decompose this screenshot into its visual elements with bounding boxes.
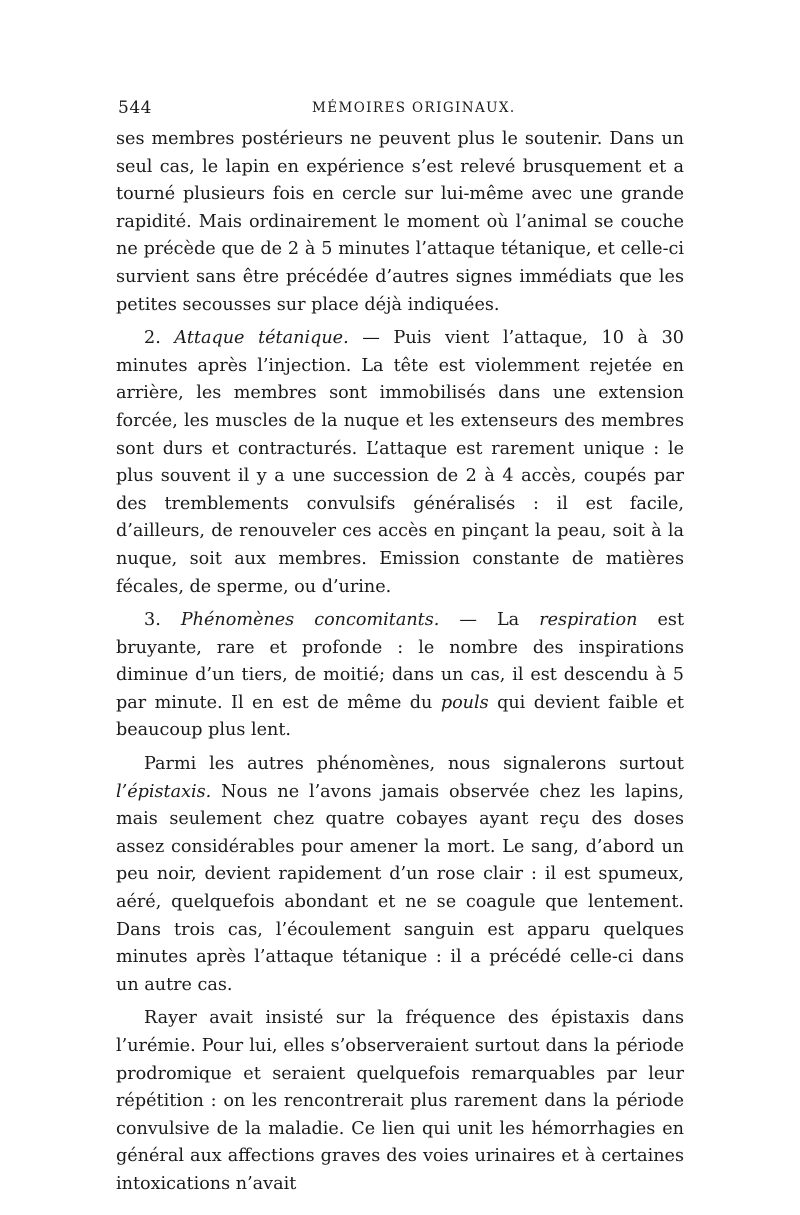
paragraph-rayer [116,1005,684,1198]
italic-term-epistaxis: l’épistaxis. [116,781,212,802]
paragraph-lead: Parmi les autres phénomènes, nous signalerons surtout [144,754,684,775]
paragraph-text: qui devient faible et beaucoup plus lent. [116,692,685,741]
page-number: 544 [118,98,152,118]
section-heading: Phénomènes concomitants. [180,610,440,631]
page-header [116,98,684,126]
paragraph-text: Rayer avait insisté sur la fréquence des épistaxis dans l’urémie. Pour lui, elles s’observeraient surtout dans la période prodromique et seraient quelquefois remarquables par leur répétition : on les rencontrerait plus rarement dans la période convulsive de la maladie. Ce lien qui unit les hémorrhagies en général aux affections graves des voies urinaires et à certaines intoxications n’avait [116,1008,684,1194]
italic-term-pouls: pouls [440,692,489,713]
paragraph-text: Nous ne l’avons jamais observée chez les lapins, mais seulement chez quatre cobayes ayant reçu des doses assez considérables pour amener la mort. Le sang, d’abord un peu noir, devient rapidement d’un rose clair : il est spumeux, aéré, quelquefois abondant et ne se coagule que lentement. Dans trois cas, l’écoulement sanguin est apparu quelques minutes après l’attaque tétanique : il a précédé celle-ci dans un autre cas. [116,781,685,995]
heading-dash: — La [459,610,520,631]
paragraph-continuation [116,126,684,319]
section-heading: Attaque tétanique. [174,328,349,349]
body-text [116,126,684,1199]
section-number: 2. [144,328,161,349]
book-page [116,98,684,1199]
paragraph-text: ses membres postérieurs ne peuvent plus le soutenir. Dans un seul cas, le lapin en expérience s’est relevé brusquement et a tourné plusieurs fois en cercle sur lui-même avec une grande rapidité. Mais ordinairement le moment où l’animal se couche ne précède que de 2 à 5 minutes l’attaque tétanique, et celle-ci survient sans être précédée d’autres signes immédiats que les petites secousses sur place déjà indiquées. [116,129,684,315]
paragraph-text: — Puis vient l’attaque, 10 à 30 minutes après l’injection. La tête est violemment rejetée en arrière, les membres sont immobilisés dans une extension forcée, les muscles de la nuque et les extenseurs des membres sont durs et contracturés. L’attaque est rarement unique : le plus souvent il y a une succession de 2 à 4 accès, coupés par des tremblements convulsifs généralisés : il est facile, d’ailleurs, de renouveler ces accès en pinçant la peau, soit à la nuque, soit aux membres. Emission constante de matières fécales, de sperme, ou d’urine. [116,328,684,597]
paragraph-epistaxis [116,751,684,999]
running-title: MÉMOIRES ORIGINAUX. [312,100,516,116]
section-number: 3. [144,610,161,631]
italic-term-respiration: respiration [539,610,638,631]
paragraph-text: est bruyante, rare et profonde : le nombre des inspirations diminue d’un tiers, de moitié; dans un cas, il est descendu à 5 par minute. Il en est de même du [116,610,685,713]
paragraph-attaque-tetanique [116,325,684,601]
paragraph-phenomenes-concomitants [116,607,684,745]
